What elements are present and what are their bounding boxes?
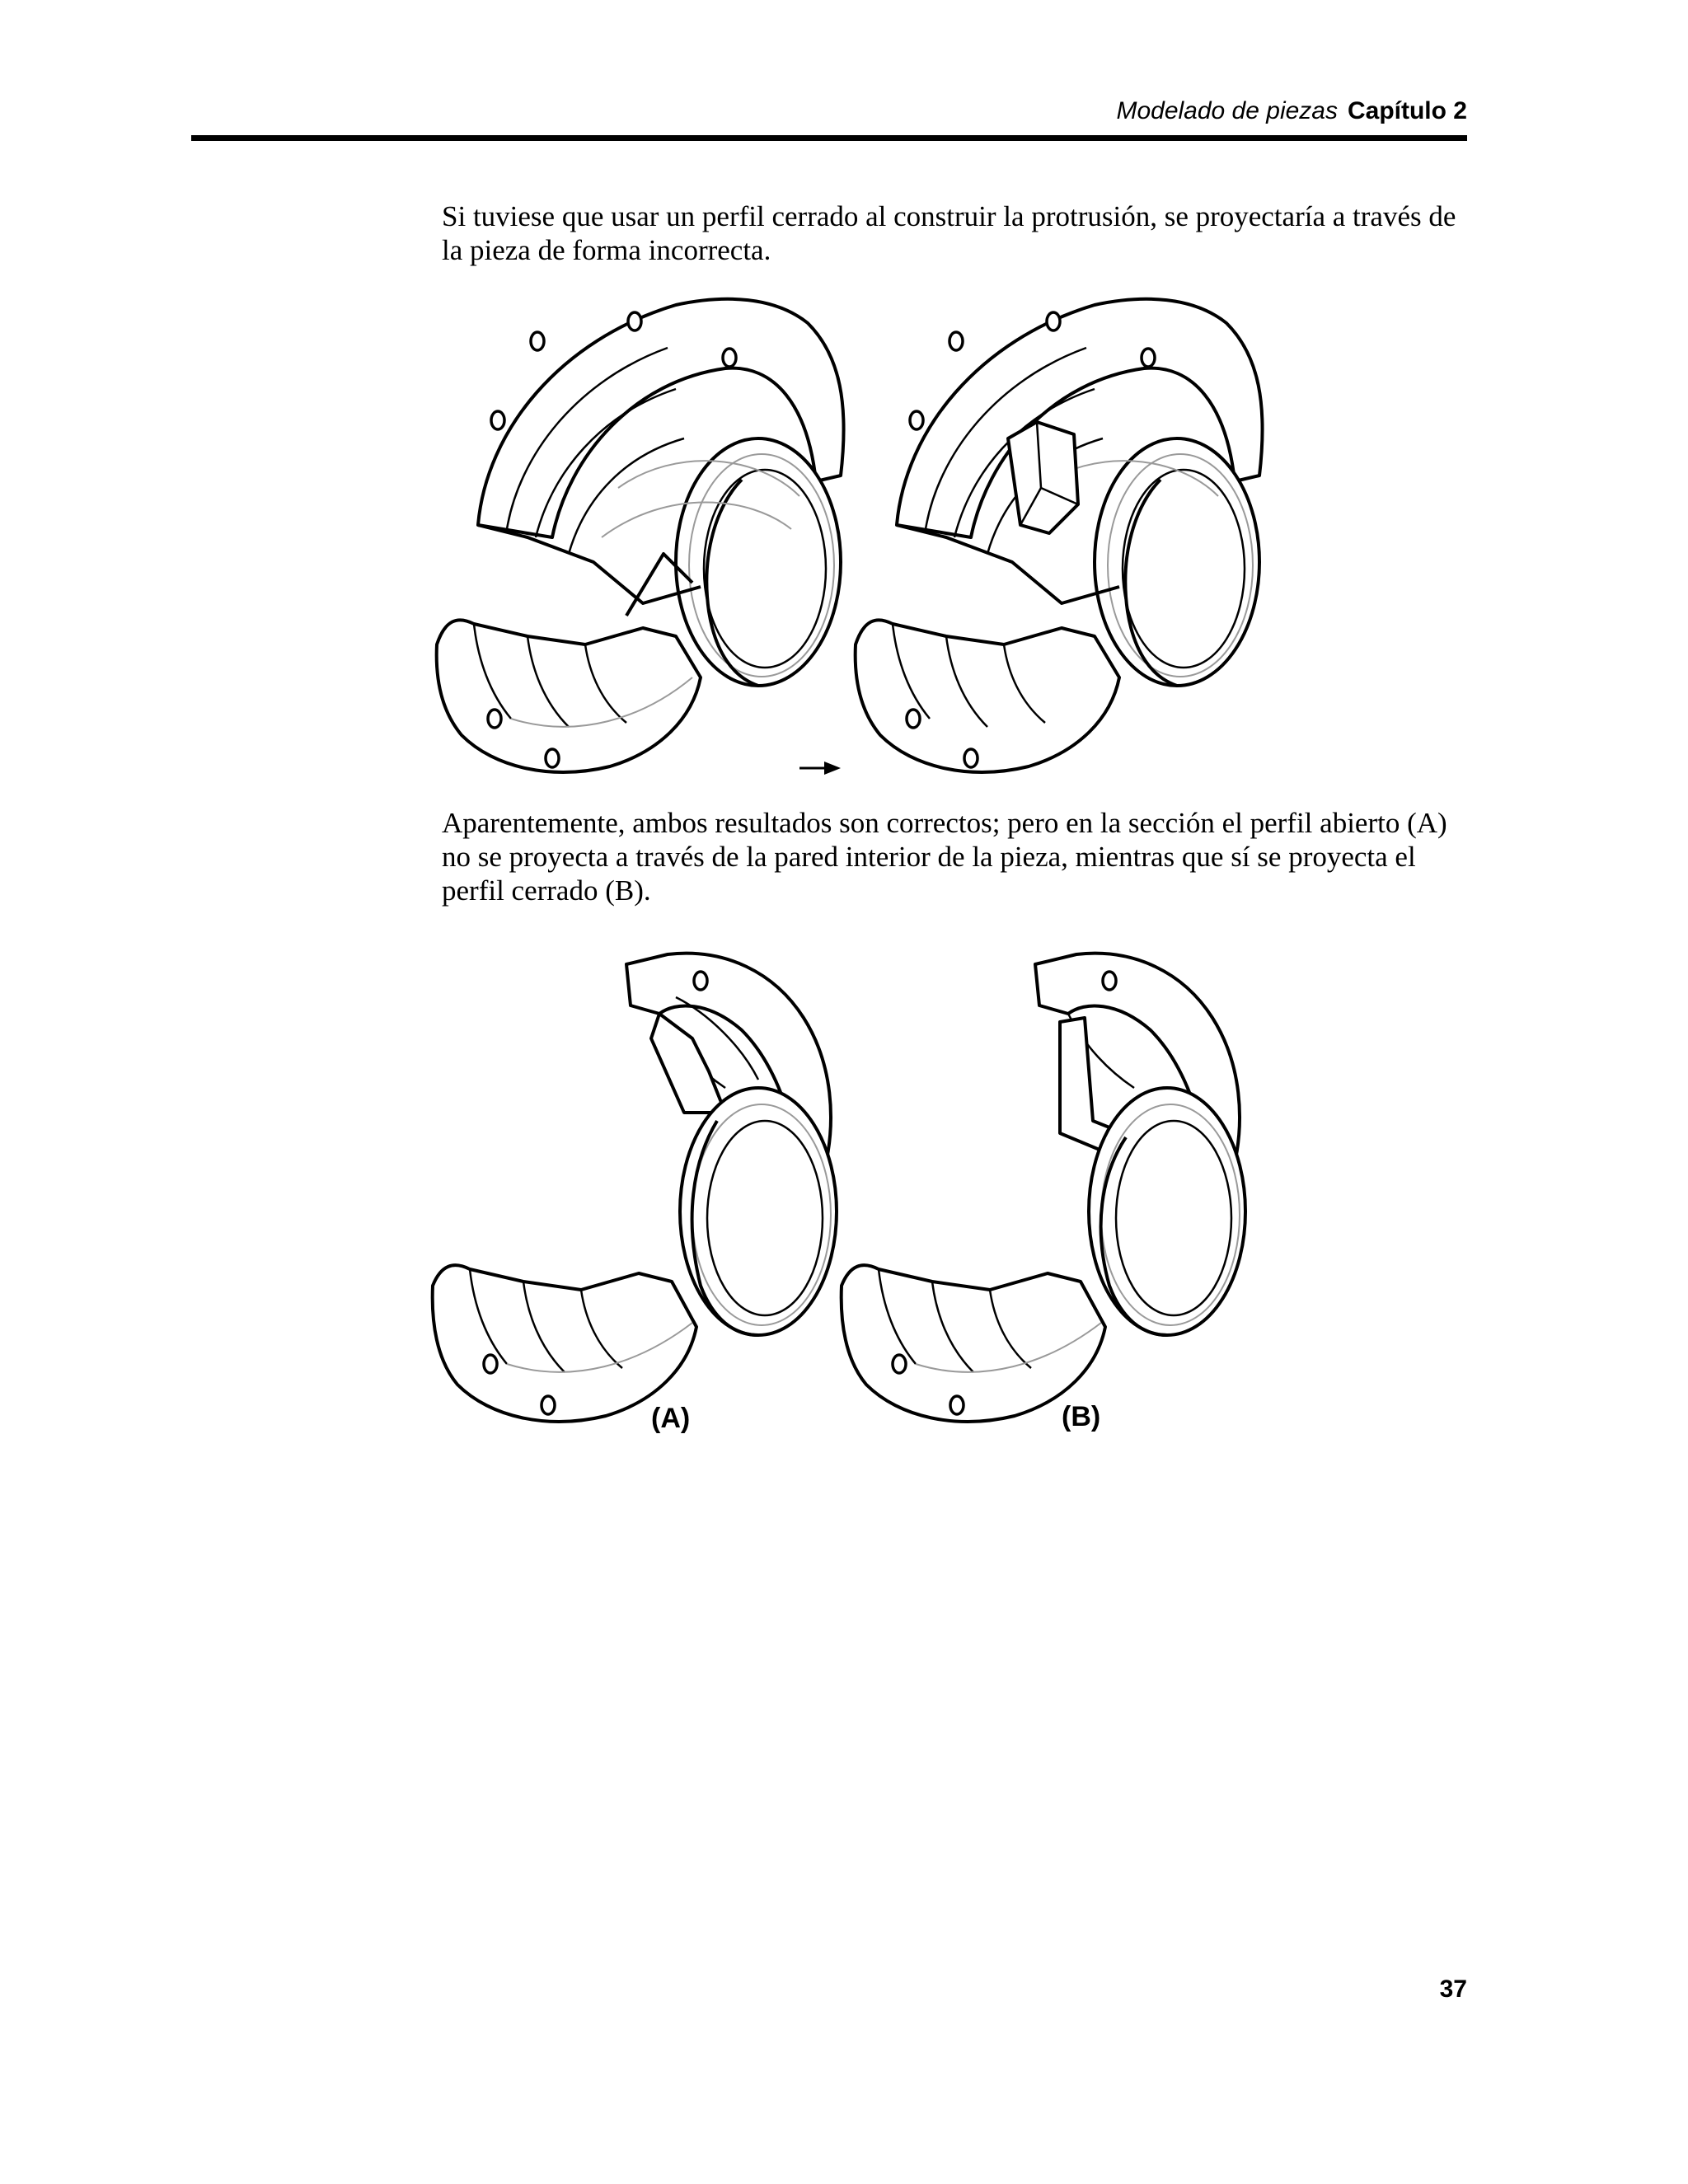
right-arrow-icon: [799, 762, 841, 775]
section-b-closed-profile: [842, 954, 1245, 1422]
header-rule: [191, 135, 1467, 141]
figure-section-comparison: [429, 940, 1294, 1451]
figure-label-a: (A): [651, 1403, 691, 1434]
paragraph-closed-profile: Si tuviese que usar un perfil cerrado al construir la protrusión, se proyectaría a través de la pieza de forma incorrecta.: [442, 200, 1456, 266]
part-right-closed-protrusion: [856, 299, 1263, 772]
header-chapter: Capítulo 2: [1347, 97, 1467, 124]
header-section-title: Modelado de piezas: [1116, 97, 1338, 124]
paragraph-section-result: Aparentemente, ambos resultados son correctos; pero en la sección el perfil abierto (A) no se proyecta a través de la pared interior de la pieza, mientras que sí se proyecta el perfil cerrado (B).: [442, 807, 1447, 907]
running-header: [1116, 97, 1467, 125]
part-left-profile-sketch: [437, 299, 844, 772]
figure-label-b: (B): [1062, 1401, 1101, 1432]
page-number: 37: [1439, 1975, 1467, 2003]
figure-closed-profile-comparison: [429, 290, 1294, 785]
section-a-open-profile: [433, 954, 837, 1422]
